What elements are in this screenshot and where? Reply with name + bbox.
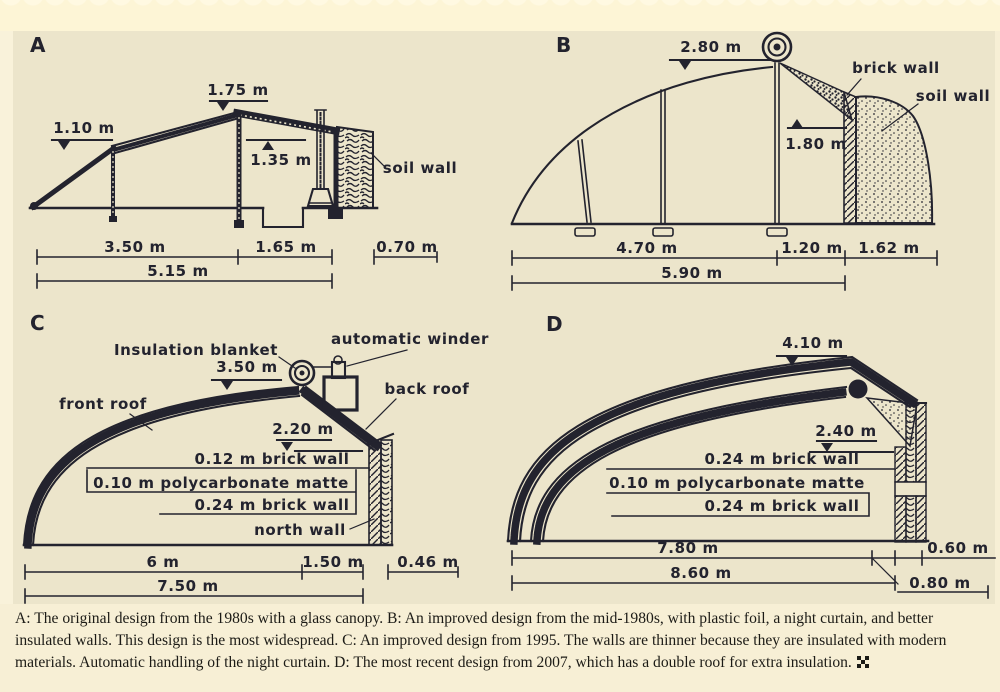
dimension-row-1: [512, 539, 995, 565]
dim-wall-width: 1.62 m: [858, 239, 920, 257]
ridge-height-label: 3.50 m: [216, 358, 278, 376]
north-wall: [368, 434, 393, 545]
brick-wall-label: brick wall: [852, 59, 940, 77]
wall-layer-top: 0.12 m brick wall: [194, 450, 350, 468]
panel-a-label: A: [30, 33, 47, 57]
dim-front-width: 7.80 m: [657, 539, 719, 557]
level-inner: [247, 140, 312, 169]
brick-wall-leader: [847, 79, 861, 95]
automatic-winder-label: automatic winder: [330, 330, 490, 348]
entrance-pit: [263, 208, 303, 227]
dim-front-width: 4.70 m: [616, 239, 678, 257]
ridge-height-label: 2.80 m: [680, 38, 742, 56]
level-front: [52, 119, 115, 150]
back-roof-label: back roof: [384, 380, 470, 398]
panel-c-label: C: [30, 311, 46, 335]
panel-b: [512, 33, 990, 290]
glass-canopy: [112, 112, 239, 153]
panel-c: [24, 311, 489, 603]
wall-height-label: 2.40 m: [815, 422, 877, 440]
level-ridge: [212, 358, 281, 390]
wall-layer-table: [607, 450, 895, 516]
dim-total-width: 7.50 m: [157, 577, 219, 595]
soil-wall: [337, 127, 373, 208]
rear-wall-foot: [328, 209, 343, 219]
ridge-post: [234, 114, 244, 228]
wall-layer-mid: 0.10 m polycarbonate matte: [609, 474, 865, 492]
wall-height-label: 1.80 m: [785, 135, 847, 153]
dim-total-width: 5.90 m: [661, 264, 723, 282]
curtain-roller: [849, 380, 868, 399]
wall-height-label: 2.20 m: [272, 420, 334, 438]
interior-post-1: [575, 140, 595, 236]
arch-roof: [512, 67, 772, 223]
north-wall-label: north wall: [254, 521, 346, 539]
dim-wall-width: 0.70 m: [376, 238, 438, 256]
panel-d-label: D: [546, 312, 564, 336]
dimension-row-2: [37, 262, 332, 288]
night-curtain: [780, 63, 852, 120]
panel-b-label: B: [556, 33, 573, 57]
checkered-square-icon: [857, 653, 869, 675]
wall-layer-table: [87, 450, 374, 539]
automatic-winder-leader: [347, 350, 407, 366]
dim-front-width: 3.50 m: [104, 238, 166, 256]
wall-layer-bottom: 0.24 m brick wall: [704, 497, 860, 515]
insulation-blanket-leader: [279, 357, 295, 368]
level-wall: [810, 422, 893, 452]
insulation-blanket-roller: [290, 361, 314, 385]
curtain-roller: [763, 33, 791, 61]
panel-d: [508, 312, 995, 598]
interior-post-front: [109, 148, 117, 222]
level-ridge: [670, 38, 772, 70]
brick-wall: [844, 92, 856, 223]
ridge-height-label: 4.10 m: [782, 334, 844, 352]
dim-back-width: 1.50 m: [302, 553, 364, 571]
figure-caption: [15, 608, 981, 675]
ridge-post: [767, 63, 787, 236]
inner-height-label: 1.35 m: [250, 151, 312, 169]
soil-wall-label: soil wall: [915, 87, 991, 105]
dim-back-width: 1.20 m: [781, 239, 843, 257]
dim-wall-base-width: 0.80 m: [909, 574, 971, 592]
dim-back-width: 1.65 m: [255, 238, 317, 256]
soil-wall: [856, 96, 932, 223]
wall-layer-bottom: 0.24 m brick wall: [194, 496, 350, 514]
dim-wall-width: 0.46 m: [397, 553, 459, 571]
ridge-height-label: 1.75 m: [207, 81, 269, 99]
level-ridge: [207, 81, 268, 111]
dimension-row-1: [512, 239, 937, 265]
dimension-row-2: [512, 264, 845, 290]
insulation-blanket-label: Insulation blanket: [113, 341, 279, 359]
dimension-row-1: [25, 553, 459, 579]
level-wall: [785, 119, 846, 153]
strut-foot: [30, 202, 38, 210]
back-roof-leader: [366, 399, 396, 429]
dim-wall-width: 0.60 m: [927, 539, 989, 557]
front-height-label: 1.10 m: [53, 119, 115, 137]
dim-total-width: 8.60 m: [670, 564, 732, 582]
wall-layer-mid: 0.10 m polycarbonate matte: [93, 474, 349, 492]
caption-text: A: The original design from the 1980s with a glass canopy. B: An improved design from the mid-1980s, with plastic foil, a night curtain, and better insulated walls. This design is the most widespread. C: An improved design from 1995. The walls are thinner because they are insulated with modern materials. Automatic handling of the night curtain. D: The most recent design from 2007, which has a double roof for extra insulation.: [15, 610, 947, 672]
dimension-row-2: [512, 559, 988, 598]
front-strut: [33, 148, 114, 207]
front-roof-label: front roof: [59, 395, 147, 413]
dimension-row-2: [25, 577, 363, 603]
dimension-row-1: [37, 238, 438, 264]
interior-post-2: [653, 90, 673, 236]
soil-wall-label: soil wall: [382, 159, 458, 177]
panel-a: [30, 33, 457, 288]
wall-layer-top: 0.24 m brick wall: [704, 450, 860, 468]
dim-total-width: 5.15 m: [147, 262, 209, 280]
dim-front-width: 6 m: [146, 553, 180, 571]
